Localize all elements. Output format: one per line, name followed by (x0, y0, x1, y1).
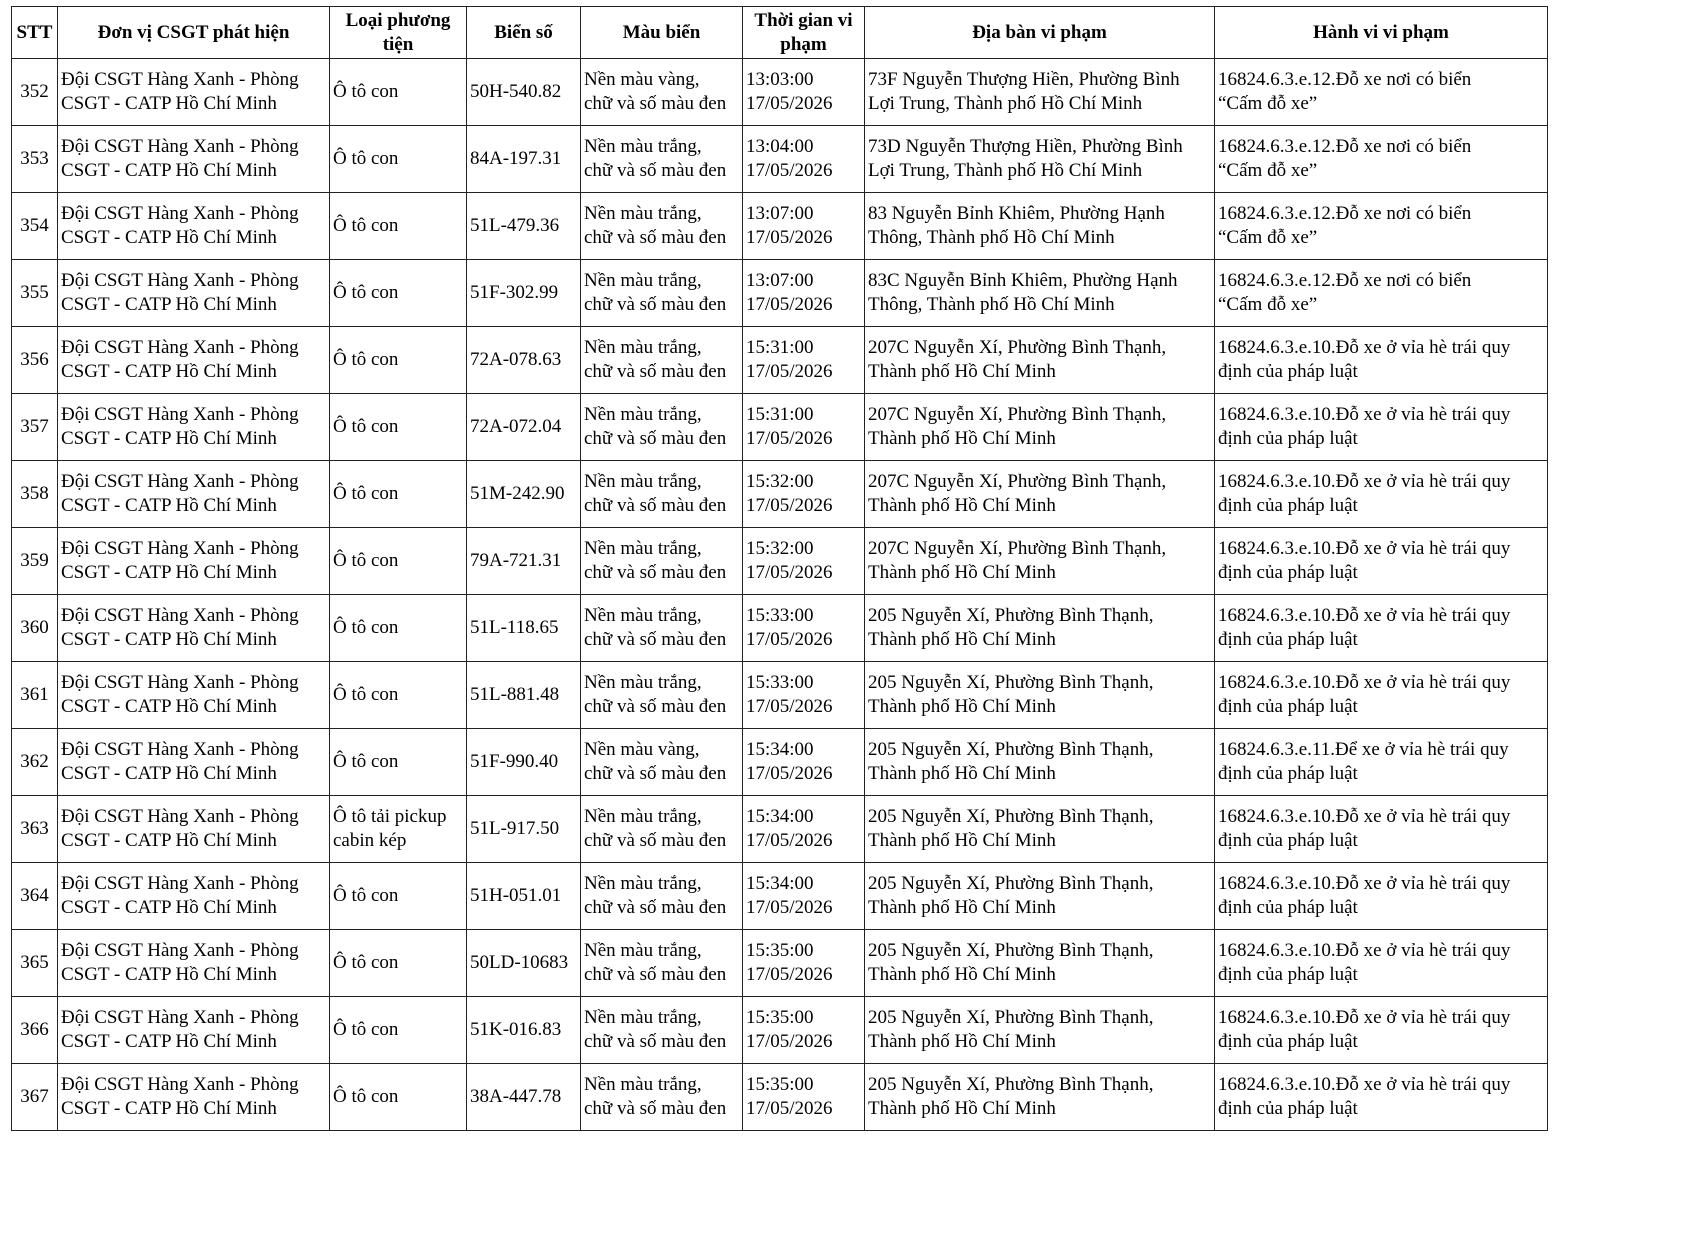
table-row (12, 126, 1548, 193)
table-body (12, 59, 1548, 1131)
table-row (12, 997, 1548, 1064)
header-stt: STT (12, 7, 58, 59)
cell-violation: 16824.6.3.e.10.Đỗ xe ở vỉa hè trái quy định của pháp luật (1215, 528, 1548, 595)
cell-time: 15:35:00 17/05/2026 (743, 997, 865, 1064)
cell-plate-color: Nền màu trắng, chữ và số màu đen (581, 260, 743, 327)
cell-plate-color: Nền màu trắng, chữ và số màu đen (581, 930, 743, 997)
cell-location: 205 Nguyễn Xí, Phường Bình Thạnh, Thành phố Hồ Chí Minh (865, 662, 1215, 729)
cell-unit: Đội CSGT Hàng Xanh - Phòng CSGT - CATP Hồ Chí Minh (58, 461, 330, 528)
table-row (12, 193, 1548, 260)
cell-vehicle: Ô tô con (330, 461, 467, 528)
cell-plate: 51F-302.99 (467, 260, 581, 327)
table-row (12, 327, 1548, 394)
cell-plate-color: Nền màu trắng, chữ và số màu đen (581, 1064, 743, 1131)
cell-time: 15:31:00 17/05/2026 (743, 394, 865, 461)
cell-vehicle: Ô tô con (330, 863, 467, 930)
cell-stt: 355 (12, 260, 58, 327)
cell-time: 15:34:00 17/05/2026 (743, 863, 865, 930)
cell-unit: Đội CSGT Hàng Xanh - Phòng CSGT - CATP Hồ Chí Minh (58, 59, 330, 126)
cell-vehicle: Ô tô con (330, 1064, 467, 1131)
cell-plate: 51L-118.65 (467, 595, 581, 662)
cell-vehicle: Ô tô tải pickup cabin kép (330, 796, 467, 863)
cell-violation: 16824.6.3.e.10.Đỗ xe ở vỉa hè trái quy định của pháp luật (1215, 1064, 1548, 1131)
cell-stt: 366 (12, 997, 58, 1064)
cell-plate-color: Nền màu trắng, chữ và số màu đen (581, 394, 743, 461)
cell-time: 15:33:00 17/05/2026 (743, 595, 865, 662)
cell-location: 205 Nguyễn Xí, Phường Bình Thạnh, Thành phố Hồ Chí Minh (865, 729, 1215, 796)
cell-plate: 38A-447.78 (467, 1064, 581, 1131)
cell-vehicle: Ô tô con (330, 997, 467, 1064)
cell-location: 83C Nguyễn Bỉnh Khiêm, Phường Hạnh Thông, Thành phố Hồ Chí Minh (865, 260, 1215, 327)
cell-plate-color: Nền màu trắng, chữ và số màu đen (581, 662, 743, 729)
cell-location: 205 Nguyễn Xí, Phường Bình Thạnh, Thành phố Hồ Chí Minh (865, 796, 1215, 863)
cell-plate: 72A-078.63 (467, 327, 581, 394)
table-row (12, 796, 1548, 863)
cell-vehicle: Ô tô con (330, 729, 467, 796)
cell-location: 207C Nguyễn Xí, Phường Bình Thạnh, Thành phố Hồ Chí Minh (865, 394, 1215, 461)
header-vehicle: Loại phương tiện (330, 7, 467, 59)
header-plate: Biển số (467, 7, 581, 59)
cell-violation: 16824.6.3.e.12.Đỗ xe nơi có biển “Cấm đỗ xe” (1215, 193, 1548, 260)
cell-location: 207C Nguyễn Xí, Phường Bình Thạnh, Thành phố Hồ Chí Minh (865, 461, 1215, 528)
cell-plate-color: Nền màu trắng, chữ và số màu đen (581, 327, 743, 394)
cell-unit: Đội CSGT Hàng Xanh - Phòng CSGT - CATP Hồ Chí Minh (58, 662, 330, 729)
cell-vehicle: Ô tô con (330, 260, 467, 327)
cell-time: 15:35:00 17/05/2026 (743, 930, 865, 997)
cell-plate: 51F-990.40 (467, 729, 581, 796)
cell-unit: Đội CSGT Hàng Xanh - Phòng CSGT - CATP Hồ Chí Minh (58, 1064, 330, 1131)
table-row (12, 394, 1548, 461)
cell-violation: 16824.6.3.e.10.Đỗ xe ở vỉa hè trái quy định của pháp luật (1215, 394, 1548, 461)
cell-stt: 360 (12, 595, 58, 662)
cell-unit: Đội CSGT Hàng Xanh - Phòng CSGT - CATP Hồ Chí Minh (58, 930, 330, 997)
cell-stt: 364 (12, 863, 58, 930)
cell-vehicle: Ô tô con (330, 930, 467, 997)
violations-table (11, 6, 1548, 1131)
cell-plate: 84A-197.31 (467, 126, 581, 193)
cell-unit: Đội CSGT Hàng Xanh - Phòng CSGT - CATP Hồ Chí Minh (58, 394, 330, 461)
cell-stt: 357 (12, 394, 58, 461)
cell-plate: 50H-540.82 (467, 59, 581, 126)
cell-stt: 359 (12, 528, 58, 595)
cell-plate-color: Nền màu trắng, chữ và số màu đen (581, 126, 743, 193)
cell-unit: Đội CSGT Hàng Xanh - Phòng CSGT - CATP Hồ Chí Minh (58, 729, 330, 796)
cell-unit: Đội CSGT Hàng Xanh - Phòng CSGT - CATP Hồ Chí Minh (58, 863, 330, 930)
cell-stt: 363 (12, 796, 58, 863)
cell-time: 15:34:00 17/05/2026 (743, 729, 865, 796)
cell-time: 13:07:00 17/05/2026 (743, 193, 865, 260)
table-row (12, 528, 1548, 595)
cell-plate: 51H-051.01 (467, 863, 581, 930)
header-violation: Hành vi vi phạm (1215, 7, 1548, 59)
cell-vehicle: Ô tô con (330, 662, 467, 729)
cell-unit: Đội CSGT Hàng Xanh - Phòng CSGT - CATP Hồ Chí Minh (58, 327, 330, 394)
cell-plate: 72A-072.04 (467, 394, 581, 461)
table-row (12, 863, 1548, 930)
cell-time: 15:35:00 17/05/2026 (743, 1064, 865, 1131)
cell-stt: 362 (12, 729, 58, 796)
cell-stt: 353 (12, 126, 58, 193)
cell-plate: 79A-721.31 (467, 528, 581, 595)
table-row (12, 260, 1548, 327)
cell-location: 205 Nguyễn Xí, Phường Bình Thạnh, Thành phố Hồ Chí Minh (865, 863, 1215, 930)
cell-violation: 16824.6.3.e.10.Đỗ xe ở vỉa hè trái quy định của pháp luật (1215, 863, 1548, 930)
cell-time: 15:32:00 17/05/2026 (743, 528, 865, 595)
cell-violation: 16824.6.3.e.11.Để xe ở vỉa hè trái quy định của pháp luật (1215, 729, 1548, 796)
cell-plate: 50LD-10683 (467, 930, 581, 997)
cell-violation: 16824.6.3.e.12.Đỗ xe nơi có biển “Cấm đỗ xe” (1215, 126, 1548, 193)
cell-plate-color: Nền màu trắng, chữ và số màu đen (581, 796, 743, 863)
table-row (12, 729, 1548, 796)
cell-location: 207C Nguyễn Xí, Phường Bình Thạnh, Thành phố Hồ Chí Minh (865, 528, 1215, 595)
cell-location: 73D Nguyễn Thượng Hiền, Phường Bình Lợi Trung, Thành phố Hồ Chí Minh (865, 126, 1215, 193)
cell-unit: Đội CSGT Hàng Xanh - Phòng CSGT - CATP Hồ Chí Minh (58, 260, 330, 327)
cell-plate-color: Nền màu trắng, chữ và số màu đen (581, 528, 743, 595)
cell-plate-color: Nền màu trắng, chữ và số màu đen (581, 997, 743, 1064)
header-plate-color: Màu biển (581, 7, 743, 59)
header-time: Thời gian vi phạm (743, 7, 865, 59)
cell-plate: 51K-016.83 (467, 997, 581, 1064)
cell-vehicle: Ô tô con (330, 394, 467, 461)
cell-violation: 16824.6.3.e.12.Đỗ xe nơi có biển “Cấm đỗ xe” (1215, 260, 1548, 327)
cell-plate-color: Nền màu trắng, chữ và số màu đen (581, 461, 743, 528)
cell-stt: 358 (12, 461, 58, 528)
cell-stt: 352 (12, 59, 58, 126)
cell-location: 205 Nguyễn Xí, Phường Bình Thạnh, Thành phố Hồ Chí Minh (865, 930, 1215, 997)
cell-violation: 16824.6.3.e.10.Đỗ xe ở vỉa hè trái quy định của pháp luật (1215, 461, 1548, 528)
cell-violation: 16824.6.3.e.10.Đỗ xe ở vỉa hè trái quy định của pháp luật (1215, 595, 1548, 662)
table-row (12, 595, 1548, 662)
cell-time: 15:31:00 17/05/2026 (743, 327, 865, 394)
cell-plate-color: Nền màu vàng, chữ và số màu đen (581, 59, 743, 126)
cell-vehicle: Ô tô con (330, 193, 467, 260)
table-row (12, 930, 1548, 997)
cell-violation: 16824.6.3.e.10.Đỗ xe ở vỉa hè trái quy định của pháp luật (1215, 796, 1548, 863)
cell-plate: 51L-479.36 (467, 193, 581, 260)
cell-unit: Đội CSGT Hàng Xanh - Phòng CSGT - CATP Hồ Chí Minh (58, 997, 330, 1064)
cell-location: 207C Nguyễn Xí, Phường Bình Thạnh, Thành phố Hồ Chí Minh (865, 327, 1215, 394)
cell-time: 15:34:00 17/05/2026 (743, 796, 865, 863)
cell-time: 13:04:00 17/05/2026 (743, 126, 865, 193)
table-row (12, 59, 1548, 126)
cell-vehicle: Ô tô con (330, 126, 467, 193)
cell-time: 13:07:00 17/05/2026 (743, 260, 865, 327)
cell-vehicle: Ô tô con (330, 528, 467, 595)
cell-stt: 356 (12, 327, 58, 394)
cell-time: 15:32:00 17/05/2026 (743, 461, 865, 528)
cell-location: 205 Nguyễn Xí, Phường Bình Thạnh, Thành phố Hồ Chí Minh (865, 1064, 1215, 1131)
cell-plate: 51L-917.50 (467, 796, 581, 863)
cell-violation: 16824.6.3.e.10.Đỗ xe ở vỉa hè trái quy định của pháp luật (1215, 662, 1548, 729)
cell-violation: 16824.6.3.e.12.Đỗ xe nơi có biển “Cấm đỗ xe” (1215, 59, 1548, 126)
cell-plate-color: Nền màu trắng, chữ và số màu đen (581, 193, 743, 260)
cell-stt: 365 (12, 930, 58, 997)
violations-sheet (11, 6, 1547, 1131)
cell-unit: Đội CSGT Hàng Xanh - Phòng CSGT - CATP Hồ Chí Minh (58, 796, 330, 863)
cell-plate-color: Nền màu trắng, chữ và số màu đen (581, 595, 743, 662)
table-row (12, 662, 1548, 729)
cell-violation: 16824.6.3.e.10.Đỗ xe ở vỉa hè trái quy định của pháp luật (1215, 327, 1548, 394)
cell-plate: 51M-242.90 (467, 461, 581, 528)
cell-time: 13:03:00 17/05/2026 (743, 59, 865, 126)
header-unit: Đơn vị CSGT phát hiện (58, 7, 330, 59)
cell-plate: 51L-881.48 (467, 662, 581, 729)
cell-stt: 367 (12, 1064, 58, 1131)
cell-location: 73F Nguyễn Thượng Hiền, Phường Bình Lợi Trung, Thành phố Hồ Chí Minh (865, 59, 1215, 126)
cell-vehicle: Ô tô con (330, 327, 467, 394)
cell-stt: 361 (12, 662, 58, 729)
cell-vehicle: Ô tô con (330, 59, 467, 126)
cell-violation: 16824.6.3.e.10.Đỗ xe ở vỉa hè trái quy định của pháp luật (1215, 997, 1548, 1064)
cell-location: 205 Nguyễn Xí, Phường Bình Thạnh, Thành phố Hồ Chí Minh (865, 997, 1215, 1064)
cell-unit: Đội CSGT Hàng Xanh - Phòng CSGT - CATP Hồ Chí Minh (58, 595, 330, 662)
cell-location: 83 Nguyễn Bỉnh Khiêm, Phường Hạnh Thông, Thành phố Hồ Chí Minh (865, 193, 1215, 260)
cell-violation: 16824.6.3.e.10.Đỗ xe ở vỉa hè trái quy định của pháp luật (1215, 930, 1548, 997)
cell-plate-color: Nền màu vàng, chữ và số màu đen (581, 729, 743, 796)
cell-unit: Đội CSGT Hàng Xanh - Phòng CSGT - CATP Hồ Chí Minh (58, 193, 330, 260)
cell-unit: Đội CSGT Hàng Xanh - Phòng CSGT - CATP Hồ Chí Minh (58, 528, 330, 595)
cell-vehicle: Ô tô con (330, 595, 467, 662)
header-location: Địa bàn vi phạm (865, 7, 1215, 59)
table-row (12, 461, 1548, 528)
cell-time: 15:33:00 17/05/2026 (743, 662, 865, 729)
cell-unit: Đội CSGT Hàng Xanh - Phòng CSGT - CATP Hồ Chí Minh (58, 126, 330, 193)
header-row (12, 7, 1548, 59)
cell-location: 205 Nguyễn Xí, Phường Bình Thạnh, Thành phố Hồ Chí Minh (865, 595, 1215, 662)
table-row (12, 1064, 1548, 1131)
cell-stt: 354 (12, 193, 58, 260)
cell-plate-color: Nền màu trắng, chữ và số màu đen (581, 863, 743, 930)
